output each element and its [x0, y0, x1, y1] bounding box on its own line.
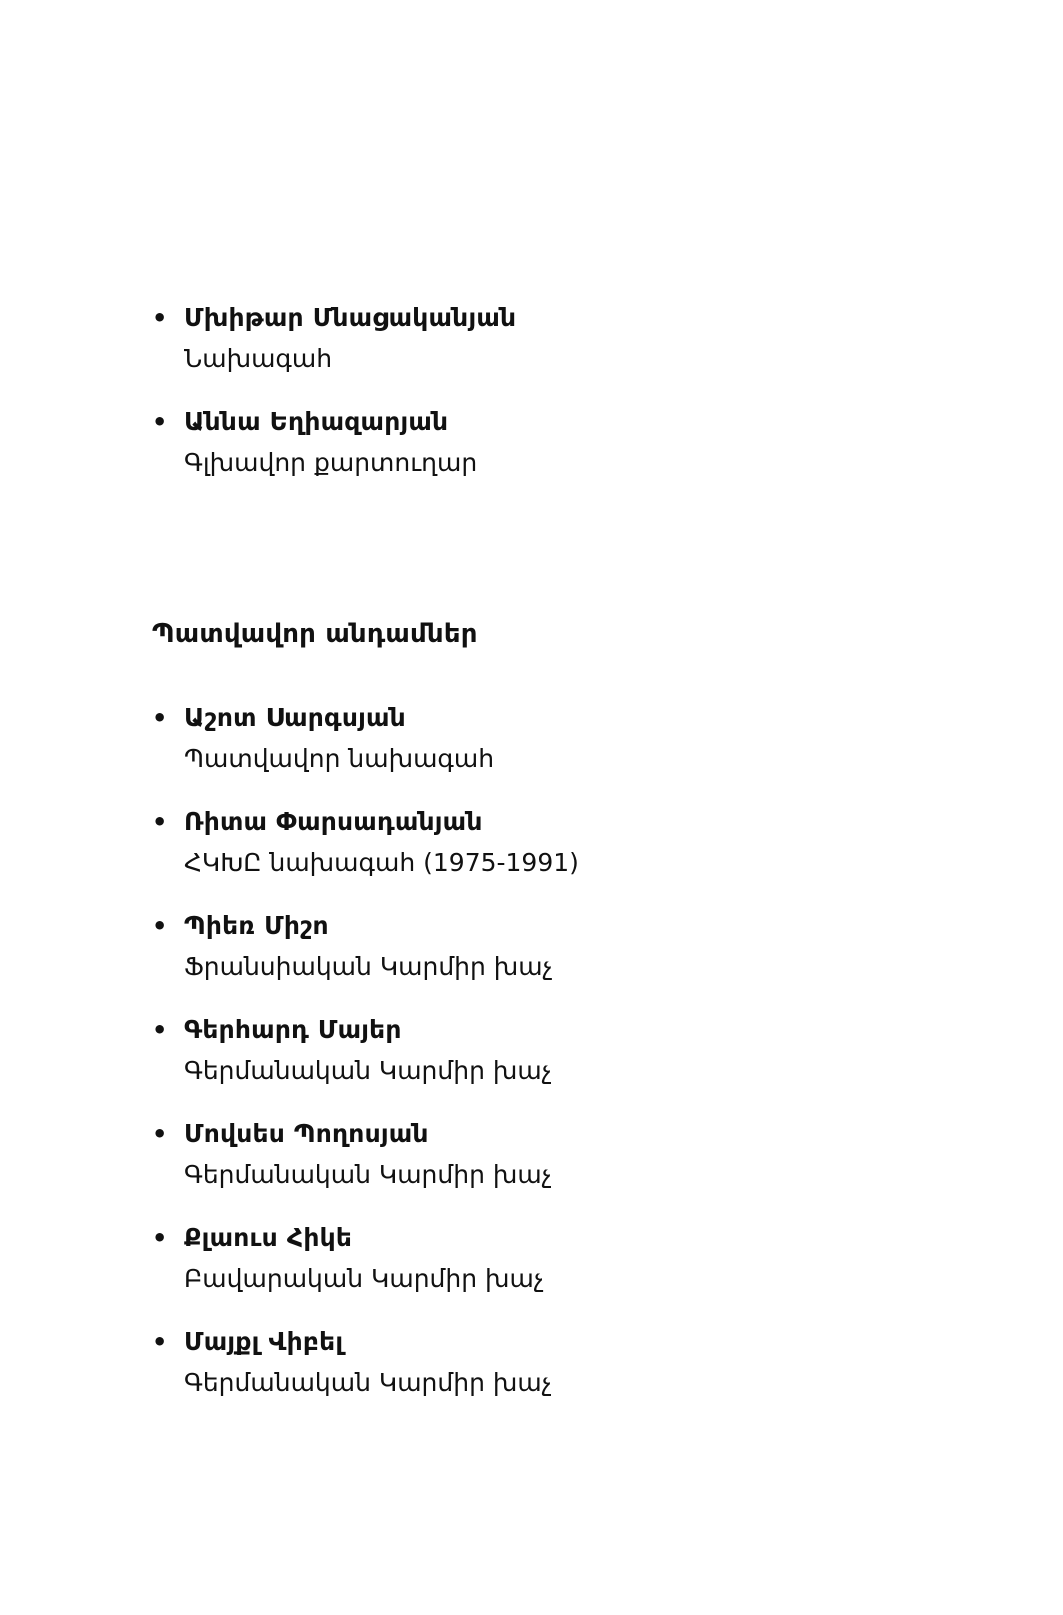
member-role: Գերմանական Կարմիր խաչ: [184, 1368, 552, 1397]
member-role: Պատվավոր նախագահ: [184, 744, 495, 773]
member-name: Մխիթար Մնացականյան: [184, 303, 517, 332]
list-item: [152, 300, 852, 378]
list-item: [152, 700, 852, 778]
bullet-icon: •: [152, 1328, 168, 1356]
board-member-list: [152, 300, 852, 508]
list-item: [152, 1220, 852, 1298]
list-item: [152, 1116, 852, 1194]
member-name: Ռիտա Փարսադանյան: [184, 807, 483, 836]
bullet-icon: •: [152, 1120, 168, 1148]
member-name: Մայքլ Վիբել: [184, 1327, 344, 1356]
list-item: [152, 1012, 852, 1090]
list-item: [152, 1324, 852, 1402]
member-role: Գլխավոր քարտուղար: [184, 448, 478, 477]
member-name: Գերհարդ Մայեր: [184, 1015, 402, 1044]
member-name: Աննա Եղիազարյան: [184, 407, 449, 436]
list-item: [152, 404, 852, 482]
bullet-icon: •: [152, 304, 168, 332]
member-role: ՀԿԽԸ նախագահ (1975-1991): [184, 848, 579, 877]
bullet-icon: •: [152, 1224, 168, 1252]
member-role: Նախագահ: [184, 344, 333, 373]
bullet-icon: •: [152, 408, 168, 436]
bullet-icon: •: [152, 808, 168, 836]
bullet-icon: •: [152, 704, 168, 732]
member-name: Պիեռ Միշո: [184, 911, 329, 940]
section-heading: Պատվավոր անդամներ: [152, 619, 478, 649]
bullet-icon: •: [152, 912, 168, 940]
member-role: Գերմանական Կարմիր խաչ: [184, 1056, 552, 1085]
member-name: Մովսես Պողոսյան: [184, 1119, 429, 1148]
member-role: Գերմանական Կարմիր խաչ: [184, 1160, 552, 1189]
member-role: Բավարական Կարմիր խաչ: [184, 1264, 544, 1293]
member-name: Քլաուս Հիկե: [184, 1223, 353, 1252]
honorary-member-list: [152, 700, 852, 1428]
member-role: Ֆրանսիական Կարմիր խաչ: [184, 952, 553, 981]
member-name: Աշոտ Սարգսյան: [184, 703, 406, 732]
list-item: [152, 804, 852, 882]
bullet-icon: •: [152, 1016, 168, 1044]
list-item: [152, 908, 852, 986]
